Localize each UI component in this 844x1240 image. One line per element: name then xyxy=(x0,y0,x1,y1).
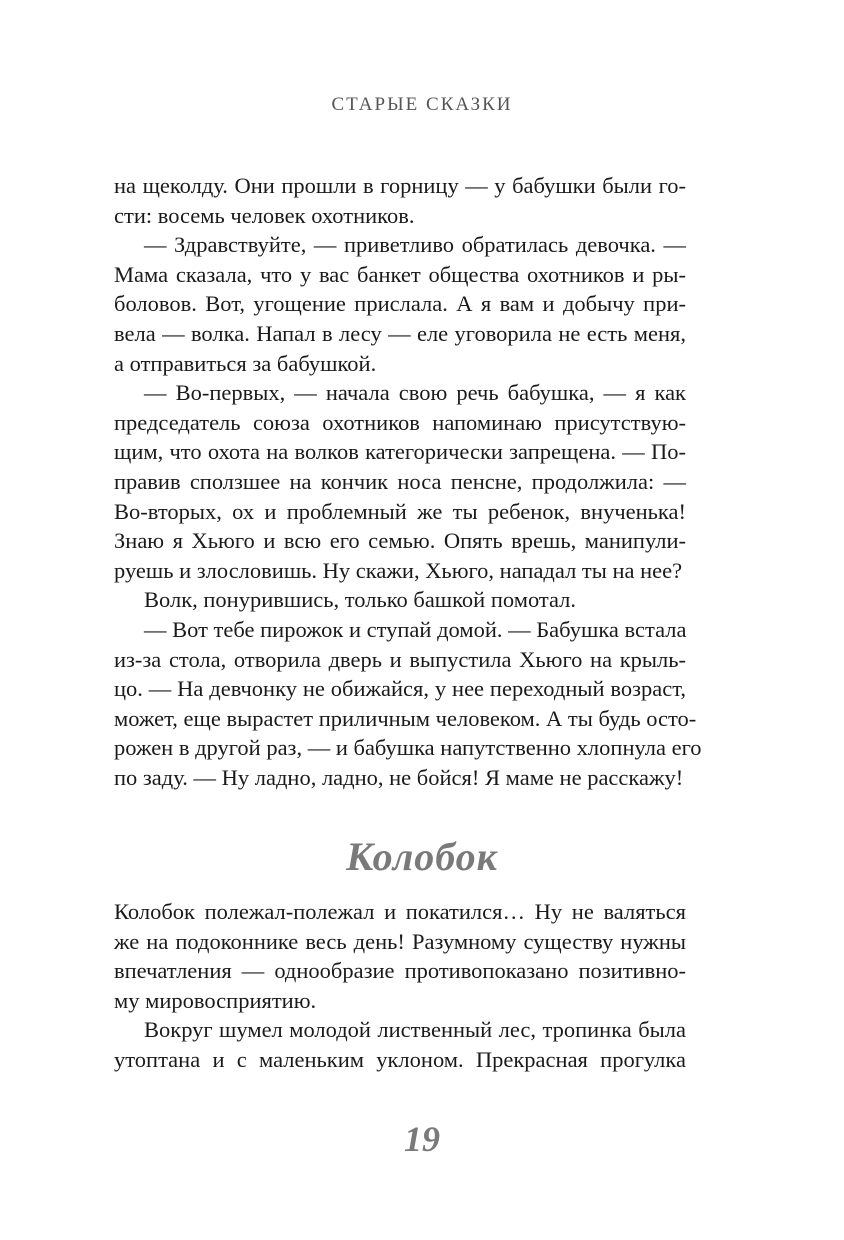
text-line: утоптана и с маленьким уклоном. Прекрасная прогулка xyxy=(114,1046,686,1072)
text-line: Вокруг шумел молодой лиственный лес, тропинка была xyxy=(144,1017,686,1043)
page-number: 19 xyxy=(404,1119,440,1159)
text-line: цо. — На девчонку не обижайся, у нее переходный возраст, xyxy=(114,676,686,702)
text-line: правив сползшее на кончик носа пенсне, продолжила: — xyxy=(114,468,686,494)
text-line: вела — волка. Напал в лесу — еле уговорила не есть меня, xyxy=(114,320,686,346)
text-line: по заду. — Ну ладно, ладно, не бойся! Я маме не расскажу! xyxy=(114,764,684,790)
text-line: впечатления — однообразие противопоказано позитивно- xyxy=(114,958,686,984)
chapter-title: Колобок xyxy=(346,834,498,879)
text-line: же на подоконнике весь день! Разумному существу нужны xyxy=(114,928,686,954)
text-line: председатель союза охотников напоминаю присутствую- xyxy=(114,409,686,435)
text-line: руешь и злословишь. Ну скажи, Хьюго, нападал ты на нее? xyxy=(114,557,683,583)
text-line: может, еще вырастет приличным человеком. А ты будь осто- xyxy=(114,705,697,731)
text-line: сти: восемь человек охотников. xyxy=(114,202,415,228)
text-line: му мировосприятию. xyxy=(114,987,317,1013)
text-line: Знаю я Хьюго и всю его семью. Опять врешь, манипули- xyxy=(114,528,686,554)
running-head: СТАРЫЕ СКАЗКИ xyxy=(331,94,513,115)
text-line: на щеколду. Они прошли в горницу — у бабушки были го- xyxy=(114,173,686,198)
text-line: щим, что охота на волков категорически запрещена. — По- xyxy=(114,439,686,465)
body-text-bottom xyxy=(114,897,686,1075)
text-line: — Во-первых, — начала свою речь бабушка, — я как xyxy=(144,380,686,406)
text-line: Волк, понурившись, только башкой помотал. xyxy=(144,587,577,613)
text-line: — Вот тебе пирожок и ступай домой. — Бабушка встала xyxy=(144,616,687,642)
text-line: Во-вторых, ох и проблемный же ты ребенок, внученька! xyxy=(114,498,686,524)
body-text-top xyxy=(114,171,702,792)
text-line: Мама сказала, что у вас банкет общества охотников и ры- xyxy=(114,261,686,287)
text-line: боловов. Вот, угощение прислала. А я вам и добычу при- xyxy=(114,291,686,317)
text-line: рожен в другой раз, — и бабушка напутственно хлопнула его xyxy=(114,735,702,761)
text-line: — Здравствуйте, — приветливо обратилась девочка. — xyxy=(144,232,686,258)
text-line: из-за стола, отворила дверь и выпустила Хьюго на крыль- xyxy=(114,646,686,672)
text-line: а отправиться за бабушкой. xyxy=(114,350,377,376)
text-line: Колобок полежал-полежал и покатился… Ну не валяться xyxy=(114,899,686,924)
